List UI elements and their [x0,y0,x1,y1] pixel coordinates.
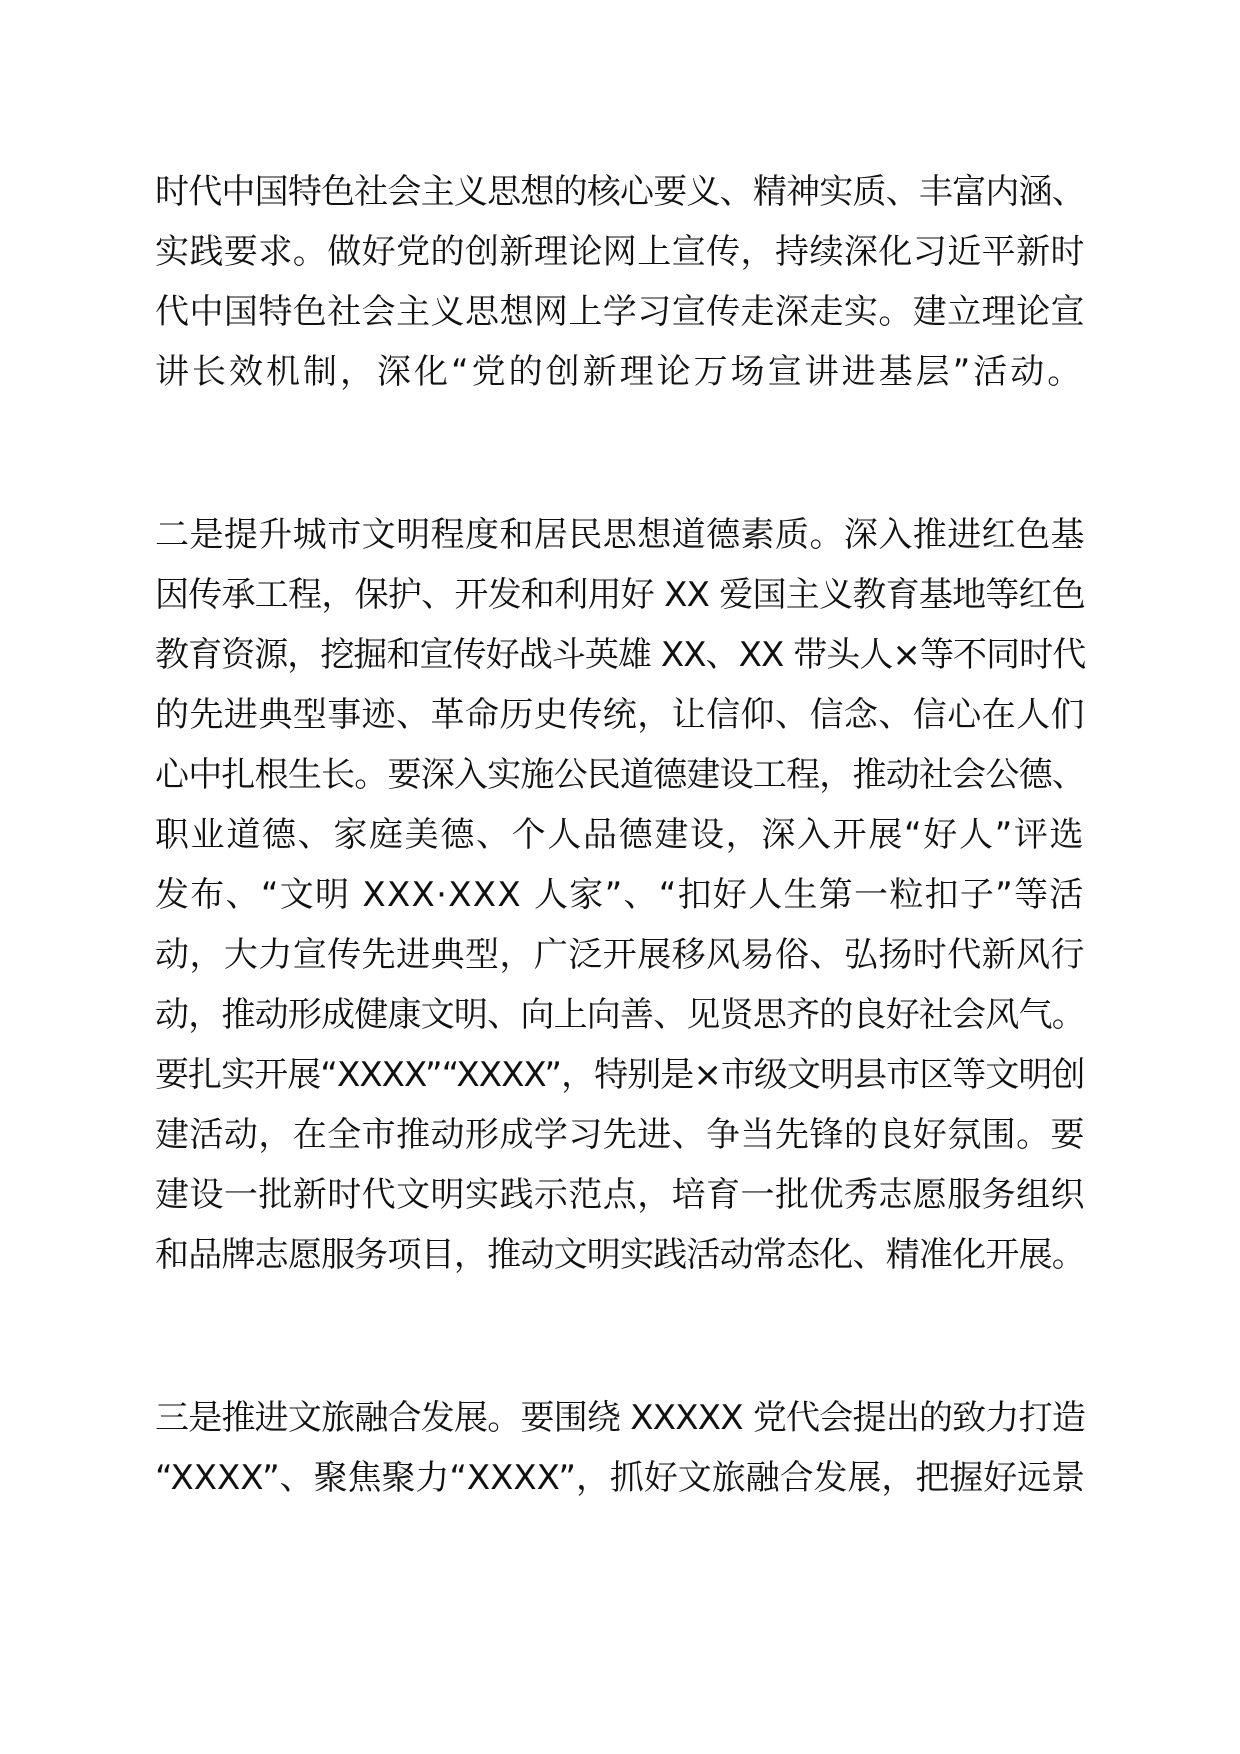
paragraph-2-line-12: 建设一批新时代文明实践示范点，培育一批优秀志愿服务组织 [155,1175,1085,1215]
paragraph-2-line-10: 要扎实开展“XXXX”“XXXX”，特别是×市级文明县市区等文明创 [155,1055,1085,1095]
paragraph-2-line-9: 动，推动形成健康文明、向上向善、见贤思齐的良好社会风气。 [155,995,1085,1035]
paragraph-2-line-8: 动，大力宣传先进典型，广泛开展移风易俗、弘扬时代新风行 [155,935,1085,975]
paragraph-1-line-2: 实践要求。做好党的创新理论网上宣传，持续深化习近平新时 [155,232,1085,272]
paragraph-2-line-13: 和品牌志愿服务项目，推动文明实践活动常态化、精准化开展。 [155,1235,1085,1275]
paragraph-2-line-2: 因传承工程，保护、开发和利用好 XX 爱国主义教育基地等红色 [155,575,1086,615]
paragraph-1-line-3: 代中国特色社会主义思想网上学习宣传走深走实。建立理论宣 [155,292,1085,332]
paragraph-3-line-2: “XXXX”、聚焦聚力“XXXX”，抓好文旅融合发展，把握好远景 [155,1458,1086,1498]
paragraph-1-line-4: 讲长效机制，深化“党的创新理论万场宣讲进基层”活动。 [155,352,1085,392]
paragraph-3-line-1: 三是推进文旅融合发展。要围绕 XXXXX 党代会提出的致力打造 [155,1398,1086,1438]
paragraph-1-line-1: 时代中国特色社会主义思想的核心要义、精神实质、丰富内涵、 [155,172,1085,212]
paragraph-2-line-5: 心中扎根生长。要深入实施公民道德建设工程，推动社会公德、 [155,755,1085,795]
paragraph-2-line-3: 教育资源，挖掘和宣传好战斗英雄 XX、XX 带头人×等不同时代 [155,635,1086,675]
paragraph-2-line-1: 二是提升城市文明程度和居民思想道德素质。深入推进红色基 [155,515,1085,555]
paragraph-2-line-4: 的先进典型事迹、革命历史传统，让信仰、信念、信心在人们 [155,695,1085,735]
paragraph-2-line-7: 发布、“文明 XXX·XXX 人家”、“扣好人生第一粒扣子”等活 [155,875,1085,915]
paragraph-2-line-11: 建活动，在全市推动形成学习先进、争当先锋的良好氛围。要 [155,1115,1085,1155]
paragraph-2-line-6: 职业道德、家庭美德、个人品德建设，深入开展“好人”评选 [155,815,1086,855]
